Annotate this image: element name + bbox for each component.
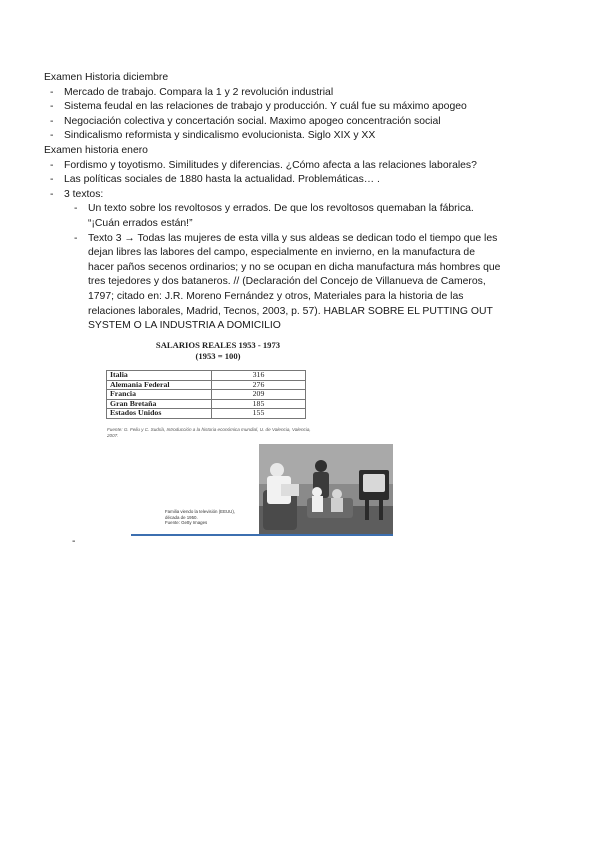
caption-line: década de 1950.	[165, 514, 198, 520]
list-item	[44, 188, 544, 334]
list-item: - Las políticas sociales de 1880 hasta la actualidad. Problemáticas… .	[44, 173, 544, 188]
table-cell-value: 155	[212, 409, 306, 419]
text1-line: - Un texto sobre los revoltosos y errados. De que los revoltosos quemaban la fábrica.	[88, 203, 474, 215]
trailing-bullet: -	[72, 536, 76, 547]
texts-sublist	[72, 202, 544, 333]
text3-line: 1797; citado en: J.R. Moreno Fernández y otros, Materiales para la historia de las	[88, 290, 464, 302]
table-cell-country: Estados Unidos	[107, 409, 212, 419]
table-row	[107, 371, 306, 381]
list-item: - Fordismo y toyotismo. Similitudes y diferencias. ¿Cómo afecta a las relaciones laborales?	[44, 159, 544, 174]
text3-line: dejan libres las labores del campo, especialmente en invierno, en la manufactura de	[88, 247, 475, 259]
table-cell-value: 209	[212, 390, 306, 400]
exam-december-title: Examen Historia diciembre	[44, 72, 169, 83]
text3-line: relaciones laborales, Madrid, Tecnos, 2003, p. 57). HABLAR SOBRE EL PUTTING OUT	[88, 305, 493, 317]
text3-line: SYSTEM O LA INDUSTRIA A DOMICILIO	[88, 320, 281, 332]
list-item: - Sistema feudal en las relaciones de trabajo y producción. Y cuál fue su máximo apogeo	[44, 100, 544, 115]
text3-line: tres tejedores y dos bataneros. // (Declaración del Concejo de Villanueva de Cameros,	[88, 276, 486, 288]
salary-table-title-line: SALARIOS REALES 1953 - 1973	[155, 340, 281, 350]
notes-content	[44, 71, 544, 334]
embedded-figure	[103, 338, 395, 538]
table-cell-country: Gran Bretaña	[107, 399, 212, 409]
figure-border-line	[131, 534, 393, 536]
list-item: - Negociación colectiva y concertación social. Maximo apogeo concentración social	[44, 115, 544, 130]
list-item: - Mercado de trabajo. Compara la 1 y 2 revolución industrial	[44, 86, 544, 101]
table-row	[107, 409, 306, 419]
salary-table	[106, 370, 306, 419]
table-row	[107, 380, 306, 390]
family-tv-photo	[259, 444, 393, 534]
text3-line: hacer paños secenos ordinarios; y no se ocupan en dicha manufactura más hombres que	[88, 261, 501, 273]
table-row	[107, 390, 306, 400]
salary-table-subtitle: (1953 = 100)	[195, 351, 241, 361]
table-source: Fuente: G. Feliu y C. Sudrià, Introducción a la historia económica mundial, U. de Valencia, Valencia, 2007.	[107, 427, 311, 438]
table-cell-country: Francia	[107, 390, 212, 400]
text1-quote: “¡Cuán errados están!”	[88, 217, 193, 229]
exam-december-list	[44, 86, 544, 144]
table-cell-country: Italia	[107, 371, 212, 381]
exam-january-title: Examen historia enero	[44, 144, 148, 156]
text3-line: - Texto 3 → Todas las mujeres de esta villa y sus aldeas se dedican todo el tiempo que les	[88, 232, 498, 244]
table-cell-country: Alemania Federal	[107, 380, 212, 390]
exam-january-list	[44, 159, 544, 334]
table-cell-value: 276	[212, 380, 306, 390]
list-item: - Sindicalismo reformista y sindicalismo evolucionista. Siglo XIX y XX	[44, 129, 544, 144]
table-cell-value: 185	[212, 399, 306, 409]
text1-item	[72, 202, 544, 231]
caption-line: Fuente: Getty Images	[165, 520, 208, 526]
photo-caption	[165, 509, 253, 526]
texts-label: 3 textos:	[64, 188, 104, 200]
caption-line: Familia viendo la televisión (EEUU),	[165, 509, 236, 514]
text3-item	[72, 232, 544, 334]
salary-table-title	[133, 340, 303, 362]
table-cell-value: 316	[212, 371, 306, 381]
photo-illustration	[259, 444, 393, 534]
